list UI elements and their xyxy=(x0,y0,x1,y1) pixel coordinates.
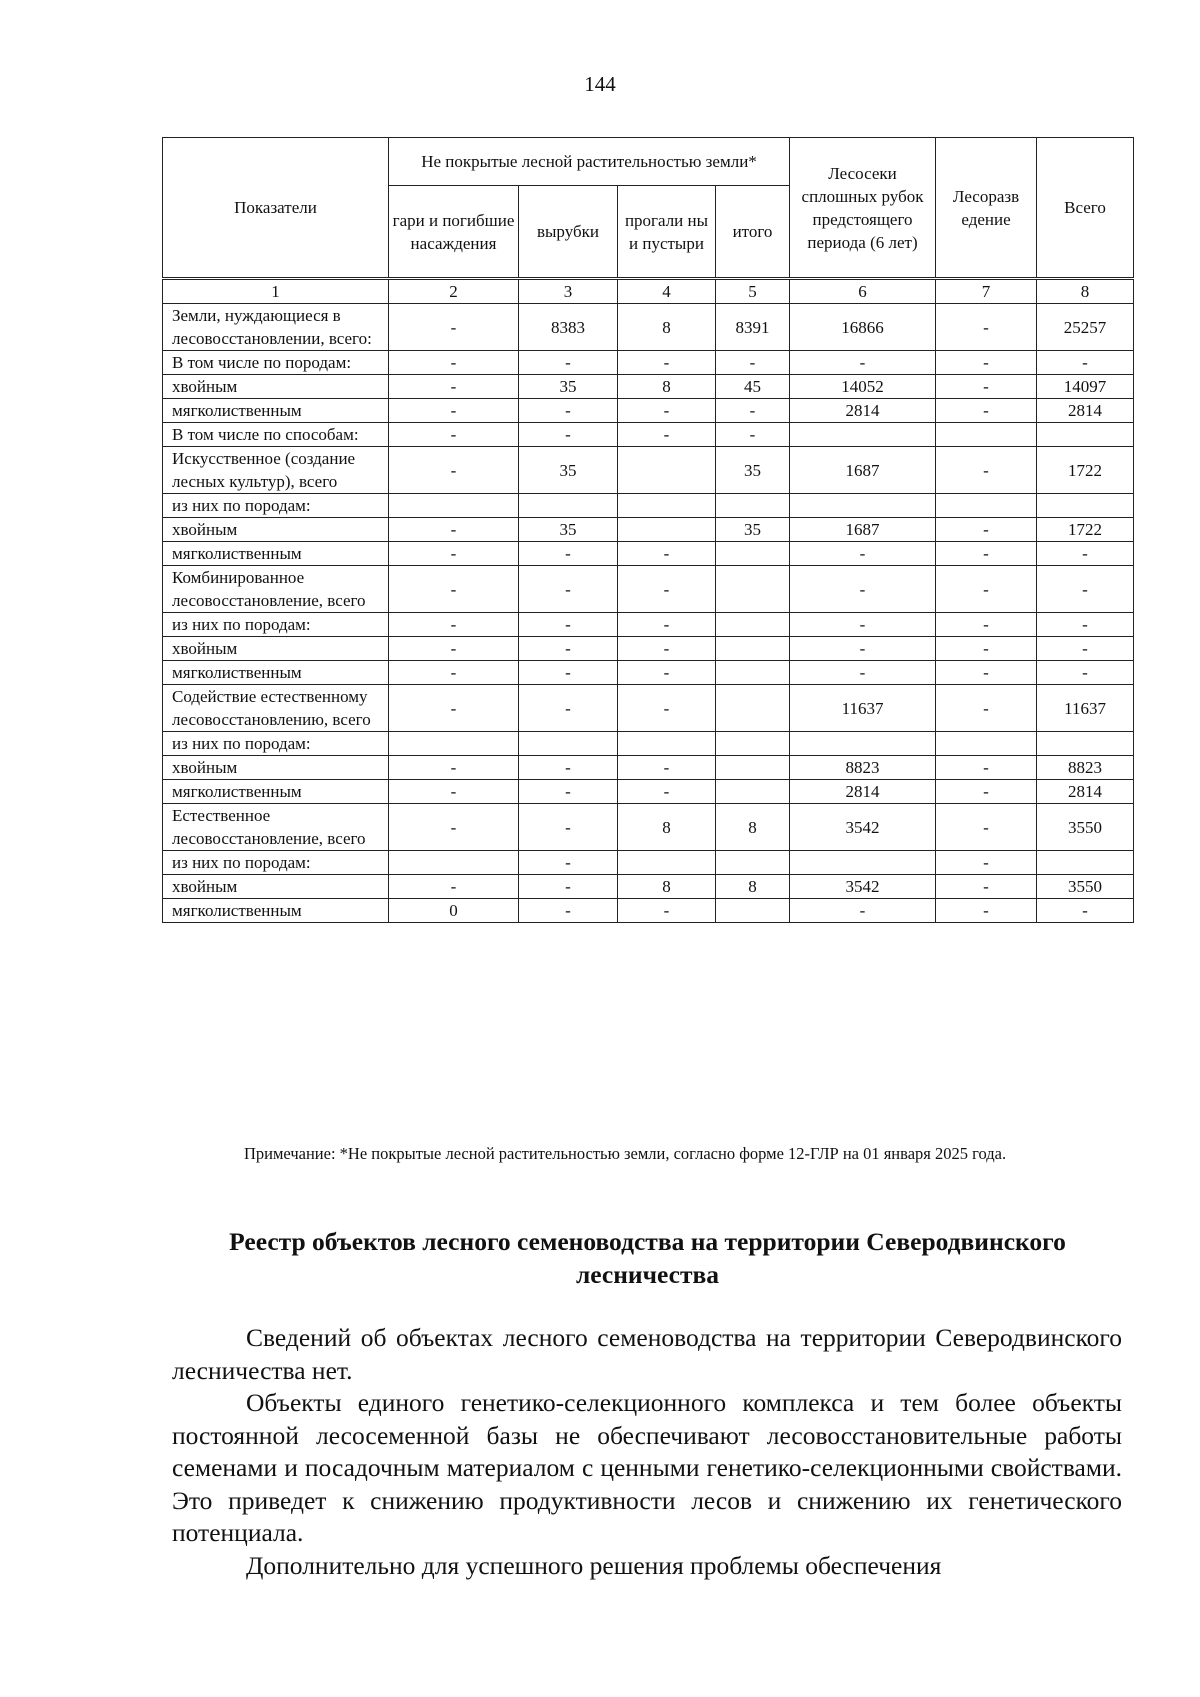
table-cell: - xyxy=(618,542,716,566)
table-cell: - xyxy=(389,780,519,804)
table-cell xyxy=(716,542,790,566)
table-row xyxy=(163,637,1134,661)
table-cell: - xyxy=(936,566,1037,613)
table-cell: - xyxy=(519,804,618,851)
table-cell xyxy=(1037,732,1134,756)
paragraph: Дополнительно для успешного решения проблемы обеспечения xyxy=(246,1550,942,1580)
table-cell: 3550 xyxy=(1037,875,1134,899)
table-cell xyxy=(936,732,1037,756)
table-cell: - xyxy=(936,875,1037,899)
column-number: 4 xyxy=(618,279,716,304)
table-row xyxy=(163,518,1134,542)
table-cell: - xyxy=(618,351,716,375)
table-cell xyxy=(716,756,790,780)
table-row xyxy=(163,423,1134,447)
table-cell xyxy=(389,851,519,875)
row-label: мягколиственным xyxy=(163,661,389,685)
table-row xyxy=(163,304,1134,351)
table-cell: 1722 xyxy=(1037,447,1134,494)
table-cell: - xyxy=(1037,613,1134,637)
table-cell: - xyxy=(936,899,1037,923)
table-cell: - xyxy=(1037,351,1134,375)
table-cell: - xyxy=(790,661,936,685)
table-cell: 1687 xyxy=(790,518,936,542)
table-cell: 1722 xyxy=(1037,518,1134,542)
table-row xyxy=(163,875,1134,899)
table-cell: - xyxy=(936,351,1037,375)
table-row xyxy=(163,899,1134,923)
reforestation-table xyxy=(162,137,1134,923)
table-row xyxy=(163,851,1134,875)
table-cell: - xyxy=(936,542,1037,566)
table-cell xyxy=(618,518,716,542)
table-cell: - xyxy=(618,566,716,613)
table-cell: - xyxy=(618,780,716,804)
table-row xyxy=(163,399,1134,423)
table-cell xyxy=(716,566,790,613)
table-cell: - xyxy=(936,851,1037,875)
paragraph: Объекты единого генетико-селекционного комплекса и тем более объекты постоянной лесосеменной базы не обеспечивают лесовосстановительные работы семенами и посадочным материалом с ценными генетико-селекционными свойствами. Это приведет к снижению продуктивности лесов и снижению их генетического потенциала. xyxy=(172,1388,1122,1547)
table-cell xyxy=(790,423,936,447)
row-label: Земли, нуждающиеся в лесовосстановлении, всего: xyxy=(163,304,389,351)
table-cell: 35 xyxy=(519,518,618,542)
table-cell: - xyxy=(790,637,936,661)
table-row xyxy=(163,613,1134,637)
table-row xyxy=(163,542,1134,566)
column-number: 6 xyxy=(790,279,936,304)
column-number: 5 xyxy=(716,279,790,304)
table-cell: - xyxy=(389,875,519,899)
table-cell: - xyxy=(618,423,716,447)
column-number: 8 xyxy=(1037,279,1134,304)
table-cell: - xyxy=(389,566,519,613)
table-cell xyxy=(519,494,618,518)
table-cell xyxy=(1037,494,1134,518)
column-number: 3 xyxy=(519,279,618,304)
table-cell: 2814 xyxy=(790,780,936,804)
table-cell: 8 xyxy=(716,804,790,851)
table-cell: - xyxy=(936,780,1037,804)
table-cell: - xyxy=(790,542,936,566)
table-cell: - xyxy=(389,661,519,685)
table-cell: 8 xyxy=(618,804,716,851)
table-cell: - xyxy=(1037,899,1134,923)
table-cell: 11637 xyxy=(790,685,936,732)
header-reforestation: Лесоразв едение xyxy=(936,138,1037,279)
table-cell: 35 xyxy=(716,447,790,494)
table-cell: - xyxy=(519,423,618,447)
table-row xyxy=(163,494,1134,518)
table-cell: 8 xyxy=(618,875,716,899)
table-cell: 8383 xyxy=(519,304,618,351)
table-cell: - xyxy=(936,447,1037,494)
row-label: мягколиственным xyxy=(163,399,389,423)
table-cell: - xyxy=(1037,637,1134,661)
table-cell xyxy=(618,447,716,494)
table-cell: - xyxy=(936,756,1037,780)
row-label: из них по породам: xyxy=(163,613,389,637)
header-burned-dead-stands: гари и погибшие насаждения xyxy=(389,186,519,279)
table-cell: - xyxy=(618,661,716,685)
body-text xyxy=(172,1322,1122,1582)
table-cell: - xyxy=(519,875,618,899)
table-cell xyxy=(716,661,790,685)
table-cell: - xyxy=(618,756,716,780)
table-footnote: Примечание: *Не покрытые лесной растительностью земли, согласно форме 12-ГЛР на 01 января 2025 года. xyxy=(244,1144,1007,1163)
column-number: 2 xyxy=(389,279,519,304)
table-cell: - xyxy=(790,899,936,923)
table-cell xyxy=(716,637,790,661)
table-cell: - xyxy=(790,613,936,637)
table-cell xyxy=(618,732,716,756)
table-cell: - xyxy=(618,613,716,637)
table-cell: - xyxy=(519,851,618,875)
table-row xyxy=(163,780,1134,804)
table-cell: - xyxy=(389,351,519,375)
table-cell: - xyxy=(618,399,716,423)
table-cell: - xyxy=(519,899,618,923)
table-cell xyxy=(716,494,790,518)
column-number: 1 xyxy=(163,279,389,304)
table-cell: - xyxy=(936,804,1037,851)
table-cell xyxy=(790,494,936,518)
row-label: мягколиственным xyxy=(163,542,389,566)
table-cell: 16866 xyxy=(790,304,936,351)
table-cell: 0 xyxy=(389,899,519,923)
table-row xyxy=(163,685,1134,732)
table-cell: - xyxy=(519,566,618,613)
table-cell: - xyxy=(716,351,790,375)
row-label: из них по породам: xyxy=(163,732,389,756)
table-cell xyxy=(716,851,790,875)
table-cell: - xyxy=(936,685,1037,732)
table-cell: 35 xyxy=(716,518,790,542)
table-cell: 3550 xyxy=(1037,804,1134,851)
table-cell xyxy=(936,423,1037,447)
table-cell: - xyxy=(389,756,519,780)
table-row xyxy=(163,732,1134,756)
table-cell: 14097 xyxy=(1037,375,1134,399)
table-cell: - xyxy=(936,375,1037,399)
table-cell xyxy=(716,732,790,756)
column-number-row xyxy=(163,279,1134,304)
table-cell: - xyxy=(618,899,716,923)
paragraph: Сведений об объектах лесного семеноводства на территории Северодвинского лесничества нет. xyxy=(172,1323,1122,1385)
table-cell: 3542 xyxy=(790,875,936,899)
table-row xyxy=(163,351,1134,375)
table-row xyxy=(163,756,1134,780)
table-cell: 8391 xyxy=(716,304,790,351)
table-cell: - xyxy=(519,613,618,637)
table-cell xyxy=(716,613,790,637)
table-cell: - xyxy=(936,399,1037,423)
table-cell: - xyxy=(716,423,790,447)
table-cell xyxy=(618,851,716,875)
table-cell xyxy=(716,685,790,732)
table-cell: 35 xyxy=(519,375,618,399)
table-cell: 8 xyxy=(716,875,790,899)
table-cell: - xyxy=(519,756,618,780)
table-cell: - xyxy=(389,637,519,661)
section-heading: Реестр объектов лесного семеноводства на территории Северодвинского лесничества xyxy=(229,1227,1066,1289)
column-number: 7 xyxy=(936,279,1037,304)
table-cell: - xyxy=(389,399,519,423)
table-cell: - xyxy=(389,804,519,851)
table-cell xyxy=(618,494,716,518)
table-cell: - xyxy=(519,399,618,423)
row-label: хвойным xyxy=(163,756,389,780)
table-cell: - xyxy=(519,351,618,375)
table-cell: - xyxy=(936,613,1037,637)
table-cell: - xyxy=(936,304,1037,351)
table-cell: 8823 xyxy=(1037,756,1134,780)
row-label: Содействие естественному лесовосстановлению, всего xyxy=(163,685,389,732)
header-glades-wastelands: прогали ны и пустыри xyxy=(618,186,716,279)
table-row xyxy=(163,375,1134,399)
table-cell: - xyxy=(389,447,519,494)
table-cell: - xyxy=(1037,542,1134,566)
header-not-covered-lands: Не покрытые лесной растительностью земли* xyxy=(389,138,790,186)
table-cell: - xyxy=(1037,566,1134,613)
table-row xyxy=(163,661,1134,685)
table-cell: - xyxy=(389,613,519,637)
row-label: хвойным xyxy=(163,637,389,661)
table-cell: - xyxy=(519,685,618,732)
table-cell xyxy=(790,732,936,756)
row-label: хвойным xyxy=(163,518,389,542)
table-cell: - xyxy=(519,780,618,804)
table-cell: 8 xyxy=(618,375,716,399)
row-label: мягколиственным xyxy=(163,899,389,923)
header-indicators: Показатели xyxy=(163,138,389,279)
table-cell xyxy=(716,899,790,923)
table-cell: 14052 xyxy=(790,375,936,399)
row-label: из них по породам: xyxy=(163,494,389,518)
table-cell: - xyxy=(389,304,519,351)
table-cell xyxy=(716,780,790,804)
table-row xyxy=(163,447,1134,494)
table-cell: 2814 xyxy=(1037,780,1134,804)
row-label: Искусственное (создание лесных культур), всего xyxy=(163,447,389,494)
table-cell xyxy=(1037,423,1134,447)
header-subtotal: итого xyxy=(716,186,790,279)
table-cell xyxy=(389,494,519,518)
row-label: Комбинированное лесовосстановление, всего xyxy=(163,566,389,613)
table-cell: 25257 xyxy=(1037,304,1134,351)
header-clearcut-areas: Лесосеки сплошных рубок предстоящего периода (6 лет) xyxy=(790,138,936,279)
table-cell: - xyxy=(936,661,1037,685)
table-cell: - xyxy=(389,542,519,566)
row-label: хвойным xyxy=(163,375,389,399)
table-cell: - xyxy=(936,518,1037,542)
row-label: В том числе по способам: xyxy=(163,423,389,447)
row-label: мягколиственным xyxy=(163,780,389,804)
table-cell: - xyxy=(790,351,936,375)
table-cell: 3542 xyxy=(790,804,936,851)
table-cell: 2814 xyxy=(1037,399,1134,423)
table-cell: 45 xyxy=(716,375,790,399)
header-total-all: Всего xyxy=(1037,138,1134,279)
row-label: В том числе по породам: xyxy=(163,351,389,375)
table-cell xyxy=(790,851,936,875)
table-cell: - xyxy=(519,542,618,566)
table-cell: - xyxy=(790,566,936,613)
table-cell: 11637 xyxy=(1037,685,1134,732)
row-label: хвойным xyxy=(163,875,389,899)
table-cell: - xyxy=(618,685,716,732)
table-cell: - xyxy=(936,637,1037,661)
table-cell: 35 xyxy=(519,447,618,494)
table-row xyxy=(163,566,1134,613)
table-cell: - xyxy=(618,637,716,661)
table-cell: - xyxy=(389,375,519,399)
table-cell xyxy=(936,494,1037,518)
table-cell: - xyxy=(716,399,790,423)
table-cell: - xyxy=(389,423,519,447)
table-row xyxy=(163,804,1134,851)
table-cell: - xyxy=(1037,661,1134,685)
table-cell: - xyxy=(519,661,618,685)
table-cell xyxy=(389,732,519,756)
table-cell: 1687 xyxy=(790,447,936,494)
table-cell: - xyxy=(519,637,618,661)
table-cell: 2814 xyxy=(790,399,936,423)
page-number: 144 xyxy=(584,72,616,96)
row-label: из них по породам: xyxy=(163,851,389,875)
table-cell: - xyxy=(389,518,519,542)
row-label: Естественное лесовосстановление, всего xyxy=(163,804,389,851)
table-cell xyxy=(1037,851,1134,875)
table-cell xyxy=(519,732,618,756)
table-cell: 8 xyxy=(618,304,716,351)
table-cell: - xyxy=(389,685,519,732)
table-cell: 8823 xyxy=(790,756,936,780)
header-cuttings: вырубки xyxy=(519,186,618,279)
